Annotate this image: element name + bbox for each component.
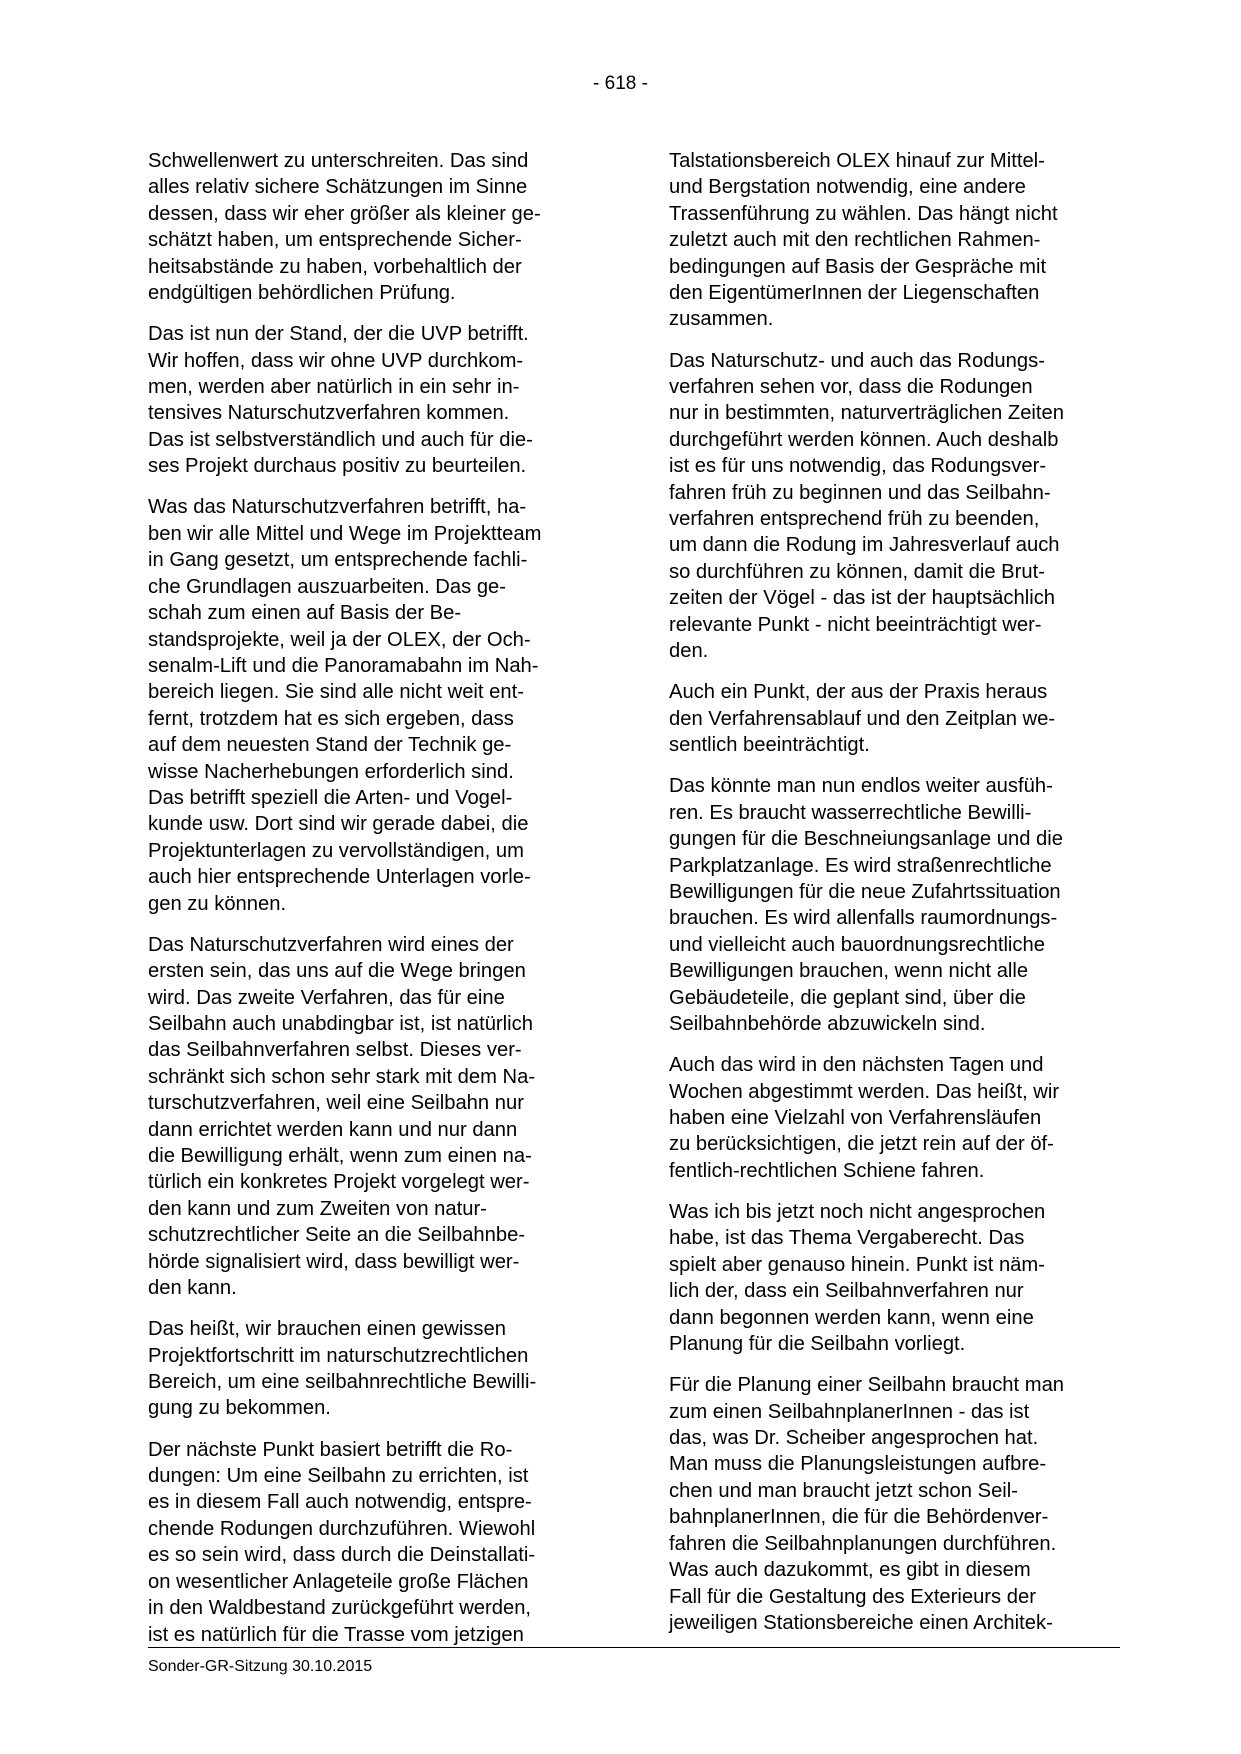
- text-line: auch hier entsprechende Unterlagen vorle-: [148, 866, 531, 889]
- text-line: Trassenführung zu wählen. Das hängt nicht: [669, 202, 1058, 225]
- paragraph: [148, 148, 598, 306]
- text-line: brauchen. Es wird allenfalls raumordnungs-: [669, 907, 1058, 930]
- text-line: Das heißt, wir brauchen einen gewissen: [148, 1318, 506, 1341]
- text-line: wird. Das zweite Verfahren, das für eine: [148, 986, 505, 1009]
- text-line: Was das Naturschutzverfahren betrifft, ha-: [148, 496, 527, 519]
- text-column-left: [148, 148, 598, 1663]
- text-line: schätzt haben, um entsprechende Sicher-: [148, 229, 522, 252]
- text-line: Wochen abgestimmt werden. Das heißt, wir: [669, 1080, 1060, 1103]
- text-line: Bereich, um eine seilbahnrechtliche Bewilli-: [148, 1371, 537, 1394]
- text-line: und Bergstation notwendig, eine andere: [669, 176, 1026, 199]
- text-line: den kann und zum Zweiten von natur-: [148, 1197, 487, 1220]
- text-line: schränkt sich schon sehr stark mit dem Na-: [148, 1065, 536, 1088]
- text-line: chende Rodungen durchzuführen. Wiewohl: [148, 1517, 536, 1540]
- text-line: Auch das wird in den nächsten Tagen und: [669, 1054, 1044, 1077]
- text-line: und vielleicht auch bauordnungsrechtliche: [669, 933, 1045, 956]
- text-line: zusammen.: [669, 308, 774, 331]
- text-line: in Gang gesetzt, um entsprechende fachli-: [148, 549, 528, 572]
- paragraph: [669, 1372, 1119, 1636]
- text-line: Auch ein Punkt, der aus der Praxis heraus: [669, 681, 1048, 704]
- text-line: Für die Planung einer Seilbahn braucht man: [669, 1374, 1065, 1397]
- text-line: bahnplanerInnen, die für die Behördenver-: [669, 1506, 1049, 1529]
- paragraph: [148, 1437, 598, 1648]
- text-line: gungen für die Beschneiungsanlage und die: [669, 828, 1063, 851]
- text-line: Der nächste Punkt basiert betrifft die Ro-: [148, 1438, 513, 1461]
- text-line: chen und man braucht jetzt schon Seil-: [669, 1479, 1018, 1502]
- text-line: dessen, dass wir eher größer als kleiner ge-: [148, 202, 541, 225]
- text-line: spielt aber genauso hinein. Punkt ist näm-: [669, 1253, 1045, 1276]
- text-line: es so sein wird, dass durch die Deinstallati-: [148, 1544, 536, 1567]
- text-line: um dann die Rodung im Jahresverlauf auch: [669, 534, 1060, 557]
- page-number: - 618 -: [593, 73, 648, 94]
- text-line: den EigentümerInnen der Liegenschaften: [669, 282, 1040, 305]
- paragraph: [148, 494, 598, 917]
- text-line: wisse Nacherhebungen erforderlich sind.: [148, 760, 514, 783]
- text-line: es in diesem Fall auch notwendig, entspre-: [148, 1491, 532, 1514]
- text-line: zeiten der Vögel - das ist der hauptsächlich: [669, 587, 1056, 610]
- text-line: fernt, trotzdem hat es sich ergeben, dass: [148, 707, 514, 730]
- text-line: Das könnte man nun endlos weiter ausfüh-: [669, 775, 1053, 798]
- text-line: den.: [669, 640, 709, 663]
- text-line: das, was Dr. Scheiber angesprochen hat.: [669, 1427, 1039, 1450]
- text-line: Bewilligungen brauchen, wenn nicht alle: [669, 960, 1029, 983]
- text-line: habe, ist das Thema Vergaberecht. Das: [669, 1227, 1025, 1250]
- text-line: Wir hoffen, dass wir ohne UVP durchkom-: [148, 349, 524, 372]
- text-line: bereich liegen. Sie sind alle nicht weit ent-: [148, 681, 524, 704]
- text-line: bedingungen auf Basis der Gespräche mit: [669, 255, 1047, 278]
- text-line: gen zu können.: [148, 892, 287, 915]
- text-line: turschutzverfahren, weil eine Seilbahn nur: [148, 1092, 524, 1115]
- text-line: gung zu bekommen.: [148, 1397, 331, 1420]
- text-line: alles relativ sichere Schätzungen im Sinne: [148, 176, 528, 199]
- text-line: hörde signalisiert wird, dass bewilligt wer-: [148, 1250, 520, 1273]
- text-line: dungen: Um eine Seilbahn zu errichten, ist: [148, 1465, 529, 1488]
- text-line: che Grundlagen auszuarbeiten. Das ge-: [148, 575, 506, 598]
- text-line: Was ich bis jetzt noch nicht angesprochen: [669, 1201, 1046, 1224]
- text-line: verfahren sehen vor, dass die Rodungen: [669, 376, 1033, 399]
- text-line: Das betrifft speziell die Arten- und Vogel-: [148, 786, 513, 809]
- text-line: so durchführen zu können, damit die Brut-: [669, 560, 1045, 583]
- text-line: lich der, dass ein Seilbahnverfahren nur: [669, 1280, 1024, 1303]
- paragraph: [669, 348, 1119, 665]
- text-line: Talstationsbereich OLEX hinauf zur Mittel-: [669, 150, 1045, 172]
- text-line: Fall für die Gestaltung des Exterieurs der: [669, 1585, 1036, 1608]
- paragraph: [669, 148, 1119, 333]
- text-line: ist es natürlich für die Trasse vom jetzigen: [148, 1623, 524, 1646]
- text-line: standsprojekte, weil ja der OLEX, der Och-: [148, 628, 531, 651]
- text-line: zuletzt auch mit den rechtlichen Rahmen-: [669, 229, 1041, 252]
- text-line: die Bewilligung erhält, wenn zum einen na-: [148, 1145, 532, 1168]
- text-line: relevante Punkt - nicht beeinträchtigt wer-: [669, 613, 1042, 636]
- text-line: senalm-Lift und die Panoramabahn im Nah-: [148, 654, 539, 677]
- text-line: fahren früh zu beginnen und das Seilbahn-: [669, 481, 1051, 504]
- text-line: Projektfortschritt im naturschutzrechtlichen: [148, 1344, 529, 1367]
- text-line: Planung für die Seilbahn vorliegt.: [669, 1333, 966, 1356]
- text-line: den kann.: [148, 1277, 237, 1300]
- paragraph: [669, 1199, 1119, 1357]
- paragraph: [148, 1316, 598, 1422]
- text-line: schah zum einen auf Basis der Be-: [148, 602, 462, 625]
- text-line: dann errichtet werden kann und nur dann: [148, 1118, 518, 1141]
- text-line: Seilbahnbehörde abzuwickeln sind.: [669, 1012, 986, 1035]
- text-line: fahren die Seilbahnplanungen durchführen.: [669, 1532, 1057, 1555]
- text-column-right: [669, 148, 1119, 1651]
- footer-divider: [148, 1647, 1120, 1648]
- text-line: zum einen SeilbahnplanerInnen - das ist: [669, 1400, 1030, 1423]
- text-line: kunde usw. Dort sind wir gerade dabei, die: [148, 813, 529, 836]
- text-line: endgültigen behördlichen Prüfung.: [148, 282, 456, 305]
- text-line: ses Projekt durchaus positiv zu beurteilen.: [148, 455, 527, 478]
- text-line: zu berücksichtigen, die jetzt rein auf der öf-: [669, 1133, 1054, 1156]
- text-line: on wesentlicher Anlageteile große Flächen: [148, 1570, 529, 1593]
- text-line: haben eine Vielzahl von Verfahrensläufen: [669, 1107, 1042, 1129]
- text-line: Schwellenwert zu unterschreiten. Das sind: [148, 150, 529, 172]
- text-line: Parkplatzanlage. Es wird straßenrechtliche: [669, 854, 1052, 877]
- text-line: heitsabstände zu haben, vorbehaltlich der: [148, 255, 522, 278]
- text-line: den Verfahrensablauf und den Zeitplan we-: [669, 707, 1056, 730]
- text-line: verfahren entsprechend früh zu beenden,: [669, 508, 1040, 531]
- text-line: Man muss die Planungsleistungen aufbre-: [669, 1453, 1047, 1476]
- text-line: men, werden aber natürlich in ein sehr in-: [148, 376, 520, 399]
- text-line: Das Naturschutz- und auch das Rodungs-: [669, 349, 1045, 372]
- text-line: durchgeführt werden können. Auch deshalb: [669, 428, 1059, 451]
- paragraph: [148, 321, 598, 479]
- text-line: Projektunterlagen zu vervollständigen, um: [148, 839, 524, 862]
- text-line: sentlich beeinträchtigt.: [669, 734, 870, 757]
- text-line: Gebäudeteile, die geplant sind, über die: [669, 986, 1026, 1009]
- text-line: Bewilligungen für die neue Zufahrtssituation: [669, 880, 1061, 903]
- text-line: Das ist selbstverständlich und auch für die-: [148, 428, 533, 451]
- footer-session-label: Sonder-GR-Sitzung 30.10.2015: [148, 1658, 373, 1675]
- paragraph: [669, 1052, 1119, 1184]
- text-line: jeweiligen Stationsbereiche einen Architek-: [669, 1611, 1053, 1634]
- text-line: türlich ein konkretes Projekt vorgelegt wer-: [148, 1171, 530, 1194]
- text-line: in den Waldbestand zurückgeführt werden,: [148, 1597, 532, 1620]
- paragraph: [669, 679, 1119, 758]
- text-line: nur in bestimmten, naturverträglichen Zeiten: [669, 402, 1064, 425]
- text-line: dann begonnen werden kann, wenn eine: [669, 1306, 1034, 1329]
- text-line: Was auch dazukommt, es gibt in diesem: [669, 1559, 1031, 1582]
- paragraph: [669, 773, 1119, 1037]
- text-line: ersten sein, das uns auf die Wege bringen: [148, 960, 526, 983]
- text-line: ren. Es braucht wasserrechtliche Bewilli-: [669, 801, 1032, 824]
- text-line: ben wir alle Mittel und Wege im Projektteam: [148, 522, 542, 545]
- text-line: tensives Naturschutzverfahren kommen.: [148, 402, 510, 425]
- text-line: das Seilbahnverfahren selbst. Dieses ver-: [148, 1039, 522, 1062]
- text-line: Das Naturschutzverfahren wird eines der: [148, 933, 514, 956]
- text-line: ist es für uns notwendig, das Rodungsver-: [669, 455, 1047, 478]
- text-line: fentlich-rechtlichen Schiene fahren.: [669, 1159, 985, 1182]
- text-line: Das ist nun der Stand, der die UVP betrifft.: [148, 323, 529, 346]
- text-line: schutzrechtlicher Seite an die Seilbahnbe-: [148, 1224, 526, 1247]
- text-line: auf dem neuesten Stand der Technik ge-: [148, 734, 512, 757]
- paragraph: [148, 932, 598, 1302]
- text-line: Seilbahn auch unabdingbar ist, ist natürlich: [148, 1012, 533, 1035]
